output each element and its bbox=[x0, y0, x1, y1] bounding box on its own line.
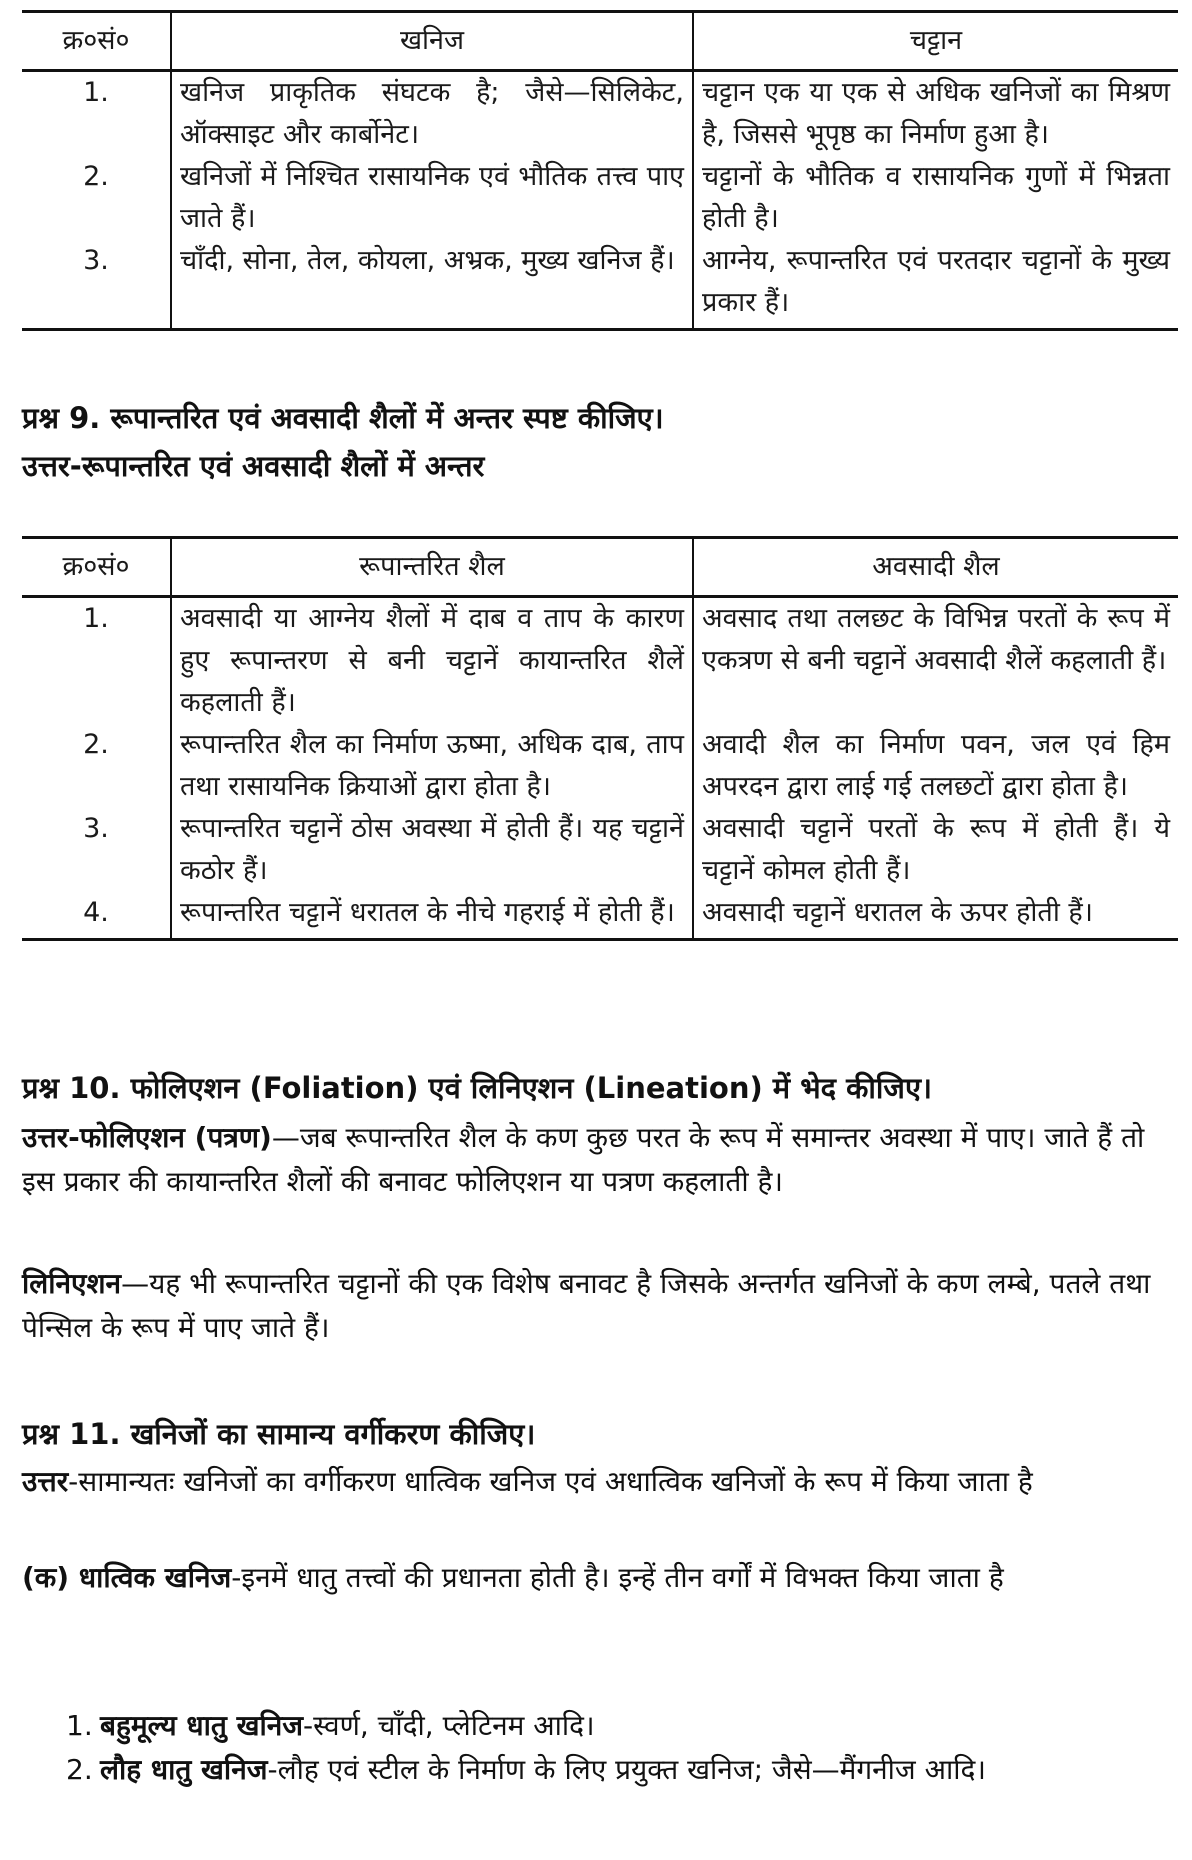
list-number: 2. bbox=[66, 1753, 93, 1786]
table-row bbox=[22, 724, 1178, 808]
serial-cell: 2. bbox=[83, 161, 109, 192]
sedimentary-cell: अवसादी चट्टानें परतों के रूप में होती हैं। ये चट्टानें कोमल होती हैं। bbox=[693, 808, 1178, 892]
metallic-minerals-paragraph bbox=[22, 1556, 1172, 1600]
table-row bbox=[22, 597, 1178, 725]
list-item-text: -लौह एवं स्टील के निर्माण के लिए प्रयुक्त खनिज; जैसे—मैंगनीज आदि। bbox=[267, 1753, 986, 1786]
metamorphic-cell: रूपान्तरित चट्टानें धरातल के नीचे गहराई में होती हैं। bbox=[171, 892, 693, 940]
table-header-row bbox=[22, 12, 1178, 71]
metallic-label: (क) धात्विक खनिज bbox=[22, 1561, 232, 1594]
rock-cell: आग्नेय, रूपान्तरित एवं परतदार चट्टानों के मुख्य प्रकार हैं। bbox=[693, 240, 1178, 330]
serial-cell: 1. bbox=[83, 77, 109, 108]
sedimentary-cell: अवादी शैल का निर्माण पवन, जल एवं हिम अपरदन द्वारा लाई गई तलछटों द्वारा होता है। bbox=[693, 724, 1178, 808]
header-serial: क्र०सं० bbox=[22, 538, 171, 597]
lineation-label: लिनिएशन bbox=[22, 1267, 122, 1300]
list-item bbox=[66, 1704, 1166, 1748]
header-rock: चट्टान bbox=[693, 12, 1178, 71]
answer-10-lineation bbox=[22, 1262, 1172, 1350]
rock-cell: चट्टान एक या एक से अधिक खनिजों का मिश्रण है, जिससे भूपृष्ठ का निर्माण हुआ है। bbox=[693, 71, 1178, 157]
answer-text: -सामान्यतः खनिजों का वर्गीकरण धात्विक खनिज एवं अधात्विक खनिजों के रूप में किया जाता है bbox=[68, 1465, 1033, 1498]
list-item bbox=[66, 1748, 1166, 1792]
table-row bbox=[22, 240, 1178, 330]
serial-cell: 3. bbox=[83, 813, 109, 844]
metallic-minerals-list bbox=[66, 1704, 1166, 1792]
list-item-label: लौह धातु खनिज bbox=[100, 1753, 268, 1786]
list-number: 1. bbox=[66, 1709, 93, 1742]
answer-9-heading: उत्तर-रूपान्तरित एवं अवसादी शैलों में अन्तर bbox=[22, 449, 485, 483]
serial-cell: 3. bbox=[22, 240, 171, 330]
foliation-text: —जब रूपान्तरित शैल के कण कुछ परत के रूप में समान्तर अवस्था में पाए। जाते हैं तो इस प्रकार की कायान्तरित शैलों की बनावट फोलिएशन या पत्रण कहलाती है। bbox=[22, 1121, 1145, 1198]
rock-cell: चट्टानों के भौतिक व रासायनिक गुणों में भिन्नता होती है। bbox=[693, 156, 1178, 240]
serial-cell: 4. bbox=[22, 892, 171, 940]
foliation-label: उत्तर-फोलिएशन (पत्रण) bbox=[22, 1121, 272, 1154]
header-sedimentary: अवसादी शैल bbox=[693, 538, 1178, 597]
question-11: प्रश्न 11. खनिजों का सामान्य वर्गीकरण कीजिए। bbox=[22, 1417, 536, 1451]
mineral-cell: खनिजों में निश्चित रासायनिक एवं भौतिक तत्त्व पाए जाते हैं। bbox=[171, 156, 693, 240]
table-row bbox=[22, 71, 1178, 157]
mineral-cell: चाँदी, सोना, तेल, कोयला, अभ्रक, मुख्य खनिज हैं। bbox=[171, 240, 693, 330]
metamorphic-cell: रूपान्तरित शैल का निर्माण ऊष्मा, अधिक दाब, ताप तथा रासायनिक क्रियाओं द्वारा होता है। bbox=[171, 724, 693, 808]
metamorphic-cell: रूपान्तरित चट्टानें ठोस अवस्था में होती हैं। यह चट्टानें कठोर हैं। bbox=[171, 808, 693, 892]
header-serial: क्र०सं० bbox=[22, 12, 171, 71]
header-mineral: खनिज bbox=[171, 12, 693, 71]
sedimentary-cell: अवसादी चट्टानें धरातल के ऊपर होती हैं। bbox=[693, 892, 1178, 940]
answer-label: उत्तर bbox=[22, 1465, 69, 1498]
serial-cell: 2. bbox=[83, 729, 109, 760]
mineral-cell: खनिज प्राकृतिक संघटक है; जैसे—सिलिकेट, ऑक्साइट और कार्बोनेट। bbox=[171, 71, 693, 157]
minerals-vs-rocks-table bbox=[22, 10, 1178, 331]
answer-11 bbox=[22, 1460, 1172, 1504]
sedimentary-cell: अवसाद तथा तलछट के विभिन्न परतों के रूप में एकत्रण से बनी चट्टानें अवसादी शैलें कहलाती हैं। bbox=[693, 597, 1178, 725]
list-item-label: बहुमूल्य धातु खनिज bbox=[100, 1709, 304, 1742]
header-metamorphic: रूपान्तरित शैल bbox=[171, 538, 693, 597]
table-header-row bbox=[22, 538, 1178, 597]
question-10: प्रश्न 10. फोलिएशन (Foliation) एवं लिनिएशन (Lineation) में भेद कीजिए। bbox=[22, 1071, 932, 1105]
metamorphic-cell: अवसादी या आग्नेय शैलों में दाब व ताप के कारण हुए रूपान्तरण से बनी चट्टानें कायान्तरित शैलें कहलाती हैं। bbox=[171, 597, 693, 725]
question-9: प्रश्न 9. रूपान्तरित एवं अवसादी शैलों में अन्तर स्पष्ट कीजिए। bbox=[22, 401, 664, 435]
metamorphic-vs-sedimentary-table bbox=[22, 536, 1178, 941]
answer-10-foliation bbox=[22, 1116, 1172, 1204]
table-row bbox=[22, 808, 1178, 892]
serial-cell: 1. bbox=[83, 603, 109, 634]
list-item-text: -स्वर्ण, चाँदी, प्लेटिनम आदि। bbox=[303, 1709, 595, 1742]
table-row bbox=[22, 892, 1178, 940]
table-row bbox=[22, 156, 1178, 240]
lineation-text: —यह भी रूपान्तरित चट्टानों की एक विशेष बनावट है जिसके अन्तर्गत खनिजों के कण लम्बे, पतले तथा पेन्सिल के रूप में पाए जाते हैं। bbox=[22, 1267, 1151, 1344]
metallic-text: -इनमें धातु तत्त्वों की प्रधानता होती है। इन्हें तीन वर्गों में विभक्त किया जाता है bbox=[231, 1561, 1004, 1594]
